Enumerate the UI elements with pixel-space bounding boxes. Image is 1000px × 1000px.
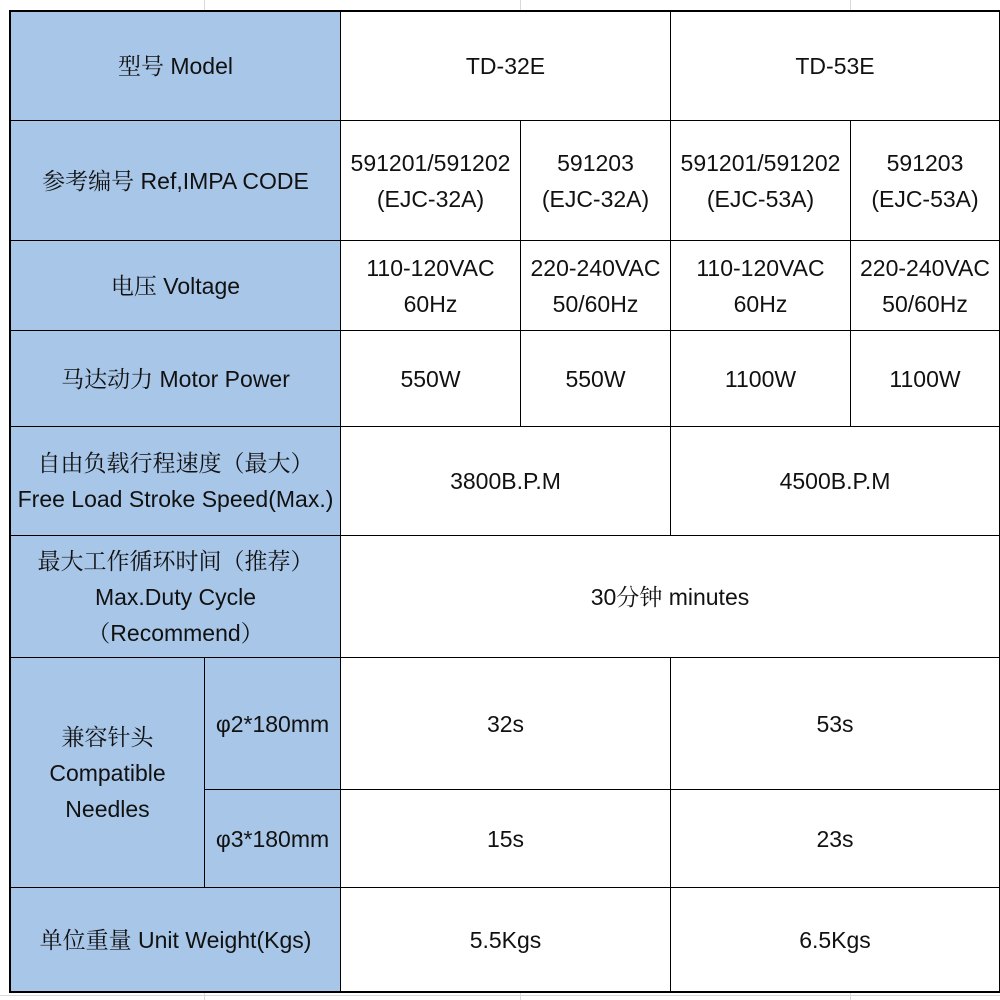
needle-size-1-td32e-value: 32s [486,710,525,737]
needle-size-2-td32e-value: 15s [486,825,525,852]
voltage-1-line-2: 60Hz [403,290,458,317]
voltage-4-line-1: 220-240VAC [860,254,990,281]
voltage-3-line-1: 110-120VAC [696,254,825,281]
ref-3-line-1: 591201/591202 [680,149,841,176]
ref-cell-1 [340,120,521,241]
voltage-cell-2 [520,240,671,331]
ref-4-line-1: 591203 [886,149,964,176]
needle-size-2-td53e-cell [670,789,1000,888]
motor-3-value: 1100W [724,365,797,392]
weight-td32e-cell [340,887,671,993]
table-frame-bottom [9,991,1000,993]
speed-td53e-cell [670,426,1000,536]
duty-label-note: （Recommend） [87,619,264,646]
model-td53e-cell [670,10,1000,121]
duty-value: 30分钟 minutes [590,583,750,610]
motor-label-cell [10,330,341,427]
weight-td53e-cell [670,887,1000,993]
voltage-label-cell [10,240,341,331]
ref-2-line-1: 591203 [557,149,634,176]
ref-1-line-1: 591201/591202 [350,149,511,176]
ref-cell-2 [520,120,671,241]
duty-label-cell [10,535,341,658]
duty-label-cn: 最大工作循环时间（推荐） [37,547,314,574]
voltage-cell-3 [670,240,851,331]
ref-4-line-2: (EJC-53A) [871,185,979,212]
voltage-cell-1 [340,240,521,331]
ref-1-line-2: (EJC-32A) [376,185,485,212]
speed-td32e-value: 3800B.P.M [450,468,561,494]
voltage-2-line-1: 220-240VAC [530,254,661,281]
ref-2-line-2: (EJC-32A) [541,185,650,212]
weight-label: 单位重量 Unit Weight(Kgs) [39,927,312,953]
needle-size-1-td53e-cell [670,657,1000,790]
motor-label: 马达动力 Motor Power [61,365,290,392]
speed-td53e-value: 4500B.P.M [779,468,891,494]
motor-cell-2 [520,330,671,427]
table-frame-left [9,10,11,992]
model-td32e-cell [340,10,671,121]
weight-label-cell [10,887,341,993]
weight-td32e-value: 5.5Kgs [469,927,542,953]
ref-label-cell [10,120,341,241]
needles-label-cell [10,657,205,888]
model-td53e-value: TD-53E [795,52,875,79]
needle-size-2-cell [204,789,341,888]
voltage-1-line-1: 110-120VAC [366,254,495,281]
grid-line [0,995,1000,996]
needles-label-en-1: Compatible [49,759,166,786]
needle-size-2-td53e-value: 23s [816,825,854,852]
model-label-cell [10,10,341,121]
needles-label-en-2: Needles [65,795,150,822]
needle-size-1-td53e-value: 53s [816,710,854,737]
speed-label-en: Free Load Stroke Speed(Max.) [17,486,334,512]
voltage-4-line-2: 50/60Hz [882,290,968,317]
ref-cell-3 [670,120,851,241]
needle-size-1-label: φ2*180mm [215,710,330,737]
motor-4-value: 1100W [889,365,961,392]
voltage-label: 电压 Voltage [110,272,241,299]
needles-label-cn: 兼容针头 [61,723,154,750]
ref-cell-4 [850,120,1000,241]
speed-td32e-cell [340,426,671,536]
motor-cell-3 [670,330,851,427]
voltage-3-line-2: 60Hz [733,290,788,317]
needle-size-2-td32e-cell [340,789,671,888]
motor-cell-1 [340,330,521,427]
table-frame-top [9,10,1000,12]
speed-label-cell [10,426,341,536]
voltage-2-line-2: 50/60Hz [552,290,639,317]
ref-label: 参考编号 Ref,IMPA CODE [42,167,309,194]
voltage-cell-4 [850,240,1000,331]
weight-td53e-value: 6.5Kgs [799,927,871,953]
model-label: 型号 Model [117,52,234,79]
needle-size-2-label: φ3*180mm [215,825,330,852]
needle-size-1-cell [204,657,341,790]
motor-2-value: 550W [565,365,626,392]
motor-cell-4 [850,330,1000,427]
needle-size-1-td32e-cell [340,657,671,790]
motor-1-value: 550W [400,365,461,392]
duty-value-cell [340,535,1000,658]
ref-3-line-2: (EJC-53A) [706,185,815,212]
model-td32e-value: TD-32E [465,52,546,79]
speed-label-cn: 自由负载行程速度（最大） [37,450,314,476]
duty-label-en: Max.Duty Cycle [94,583,257,610]
